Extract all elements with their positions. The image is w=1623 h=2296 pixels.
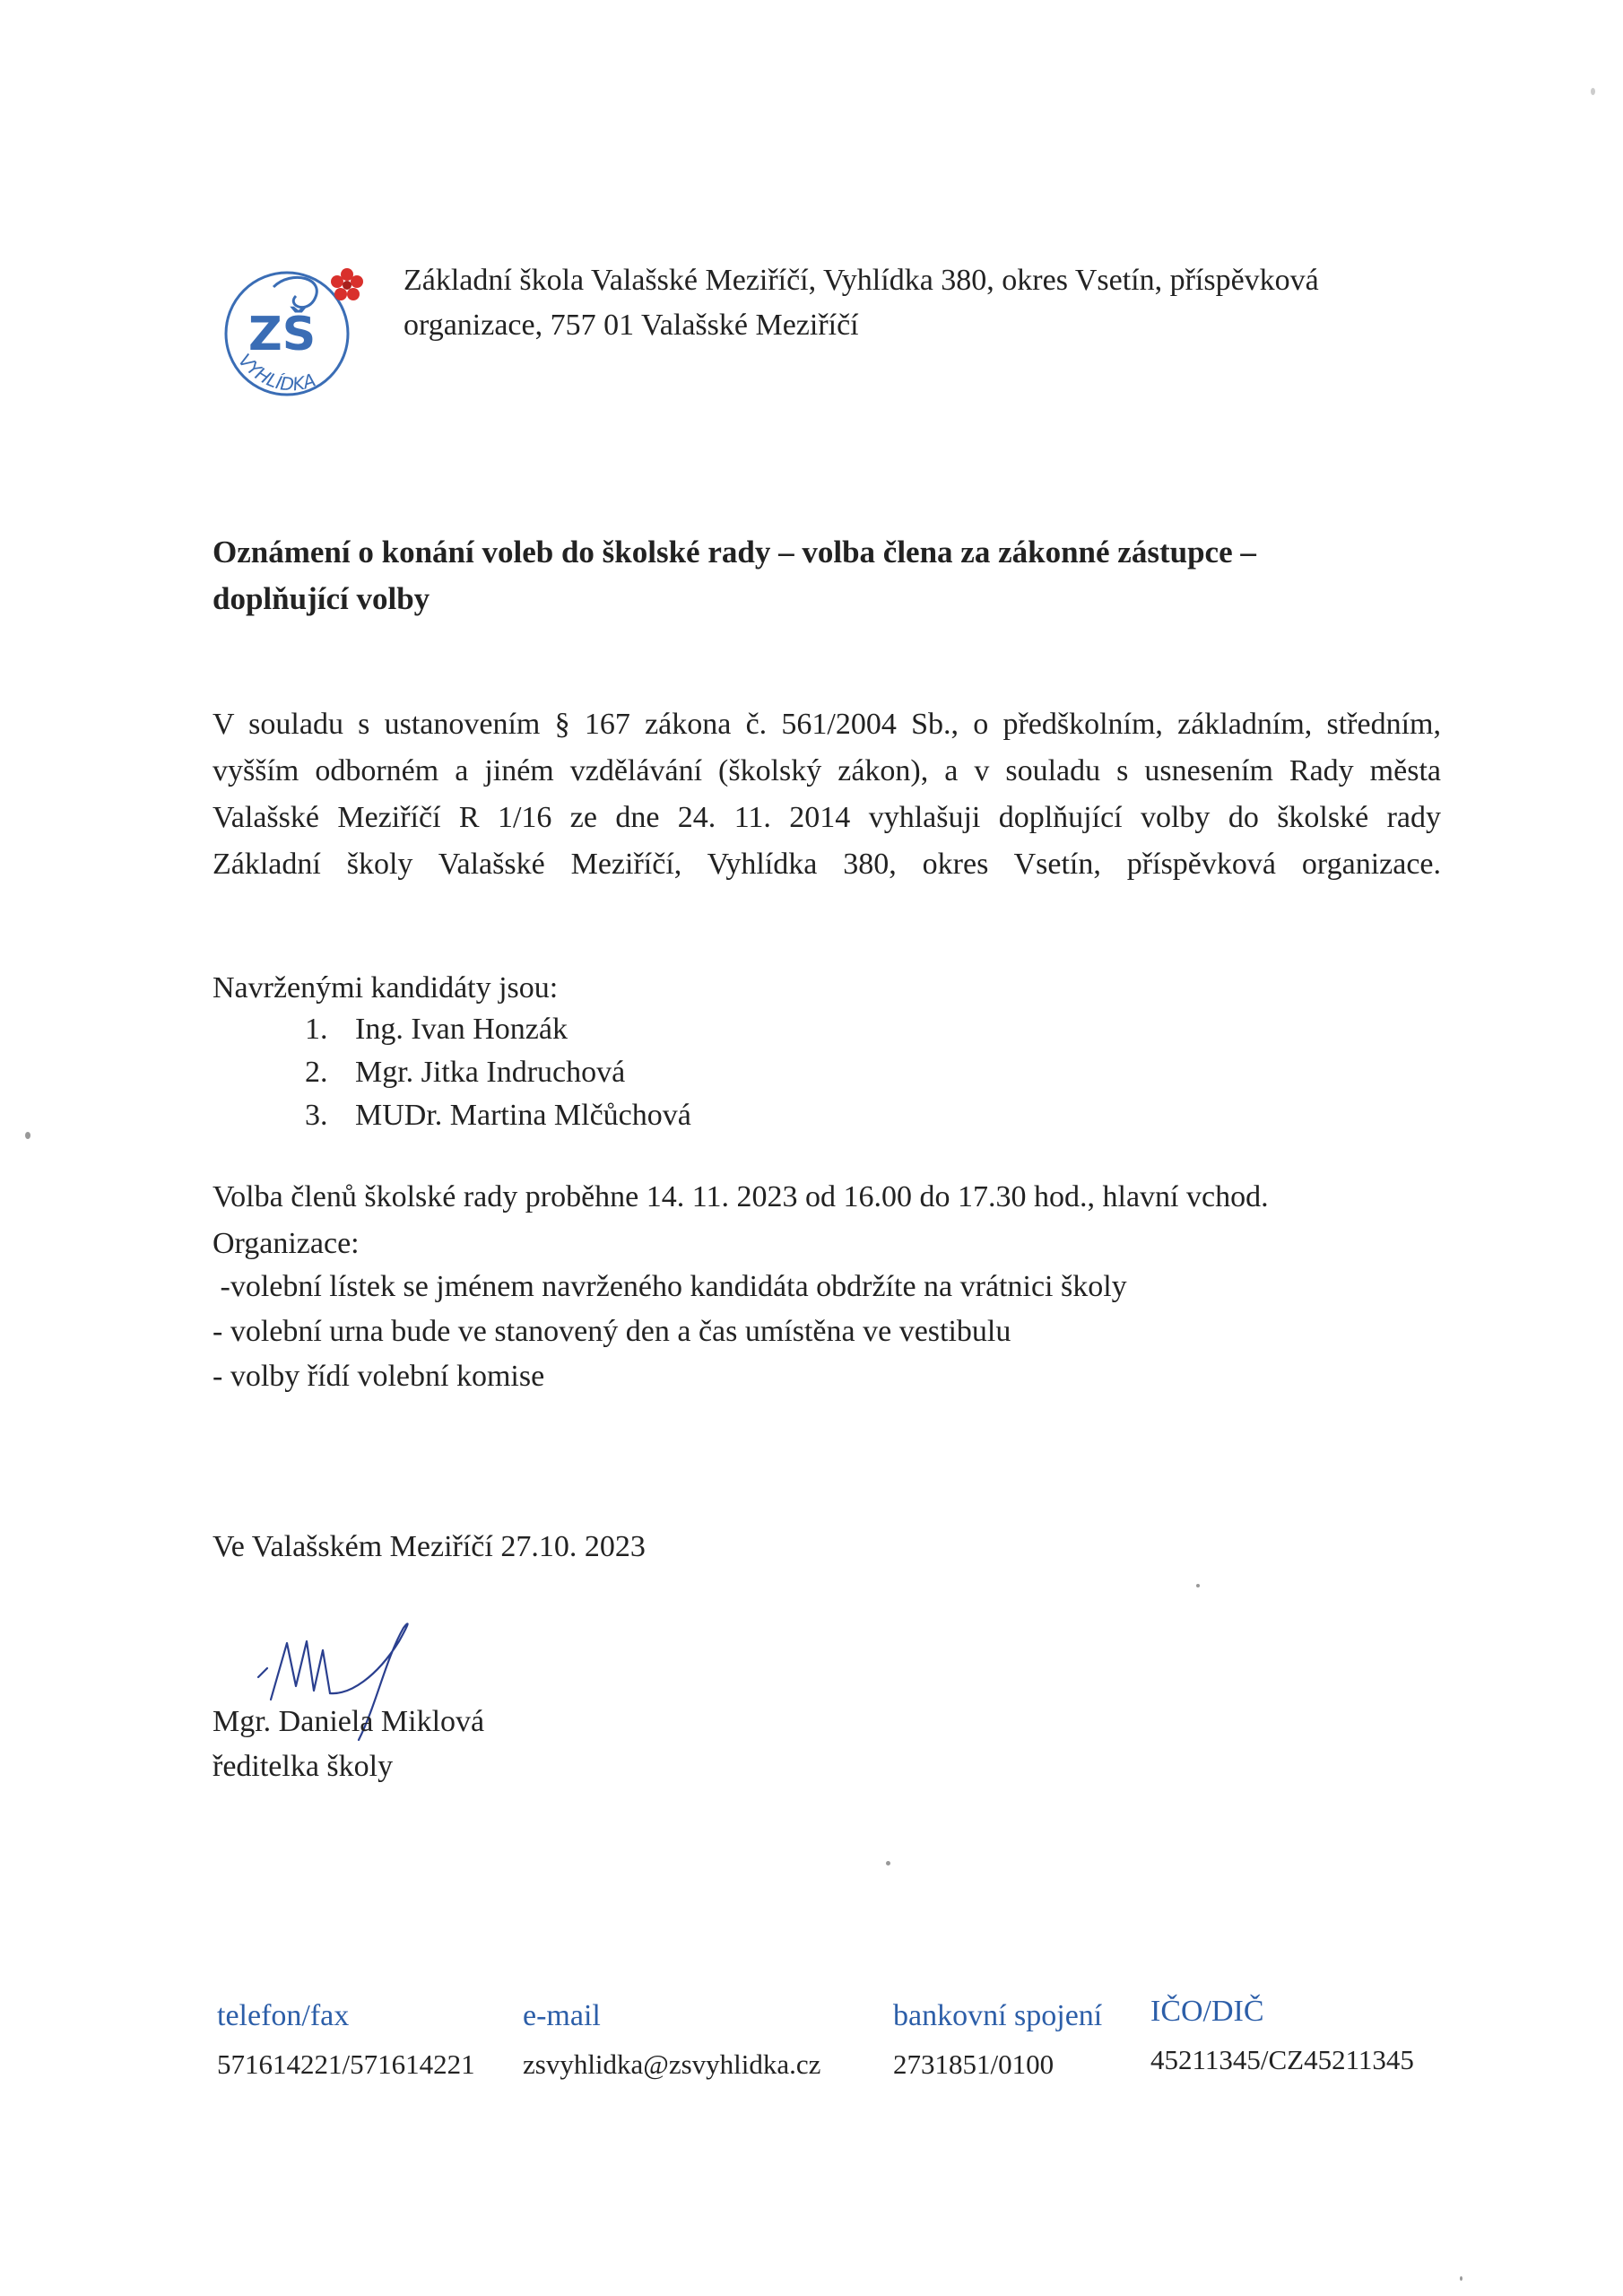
school-name-line-2: organizace, 757 01 Valašské Meziříčí xyxy=(404,309,859,342)
candidates-intro: Navrženými kandidáty jsou: xyxy=(213,971,559,1004)
intro-line-1: V souladu s ustanovením § 167 zákona č. 561/2004 Sb., o předškolním, základním, středním, xyxy=(213,708,1441,741)
candidate-number: 1. xyxy=(305,1013,328,1046)
footer-phone xyxy=(217,1996,475,2085)
email-value: zsvyhlidka@zsvyhlidka.cz xyxy=(523,2048,821,2080)
scan-speck xyxy=(1196,1584,1200,1587)
bank-value: 2731851/0100 xyxy=(893,2048,1055,2080)
organization-item: -volební lístek se jménem navrženého kandidáta obdržíte na vrátnici školy xyxy=(213,1270,1127,1303)
signer-role: ředitelka školy xyxy=(213,1750,394,1783)
intro-line-4: Základní školy Valašské Meziříčí, Vyhlídka 380, okres Vsetín, příspěvková organizace. xyxy=(213,848,1441,881)
footer-ico xyxy=(1150,1991,1414,2081)
candidate-name: Mgr. Jitka Indruchová xyxy=(355,1056,626,1089)
document-title xyxy=(213,529,1378,622)
candidate-name: Ing. Ivan Honzák xyxy=(355,1013,568,1046)
email-label: e-mail xyxy=(523,1999,601,2032)
school-name-line-1: Základní škola Valašské Meziříčí, Vyhlídka 380, okres Vsetín, příspěvková xyxy=(404,264,1319,297)
scan-speck xyxy=(1591,88,1595,95)
ico-label: IČO/DIČ xyxy=(1150,1995,1264,2028)
candidate-number: 3. xyxy=(305,1099,328,1132)
organization-label: Organizace: xyxy=(213,1227,360,1260)
footer-bank xyxy=(893,1996,1102,2085)
scan-speck xyxy=(886,1861,890,1866)
intro-line-3: Valašské Meziříčí R 1/16 ze dne 24. 11. 2014 vyhlašuji doplňující volby do školské rady xyxy=(213,801,1441,834)
bank-label: bankovní spojení xyxy=(893,1999,1103,2032)
organization-item: - volby řídí volební komise xyxy=(213,1360,545,1393)
title-line-2: doplňující volby xyxy=(213,581,430,616)
svg-text:ZŠ: ZŠ xyxy=(248,308,317,361)
svg-text:VYHLÍDKA: VYHLÍDKA xyxy=(234,349,318,396)
election-info: Volba členů školské rady proběhne 14. 11. 2023 od 16.00 do 17.30 hod., hlavní vchod. xyxy=(213,1180,1269,1213)
signer-name: Mgr. Daniela Miklová xyxy=(213,1705,485,1738)
intro-line-2: vyšším odborném a jiném vzdělávání (školský zákon), a v souladu s usnesením Rady města xyxy=(213,754,1441,787)
candidate-item xyxy=(305,1094,691,1137)
organization-item: - volební urna bude ve stanovený den a čas umístěna ve vestibulu xyxy=(213,1315,1011,1348)
candidate-number: 2. xyxy=(305,1056,328,1089)
candidate-name: MUDr. Martina Mlčůchová xyxy=(355,1099,691,1132)
phone-label: telefon/fax xyxy=(217,1999,350,2032)
candidates-list xyxy=(305,1008,691,1137)
ico-value: 45211345/CZ45211345 xyxy=(1150,2044,1414,2075)
school-logo-icon xyxy=(211,260,390,422)
candidate-item xyxy=(305,1051,691,1094)
title-line-1: Oznámení o konání voleb do školské rady – volba člena za zákonné zástupce – xyxy=(213,535,1256,570)
place-date: Ve Valašském Meziříčí 27.10. 2023 xyxy=(213,1530,646,1563)
scan-speck xyxy=(25,1132,30,1139)
intro-paragraph xyxy=(213,701,1441,888)
candidate-item xyxy=(305,1008,691,1051)
school-header xyxy=(404,258,1480,348)
scan-speck xyxy=(1460,2276,1462,2281)
phone-value: 571614221/571614221 xyxy=(217,2048,475,2080)
footer-email xyxy=(523,1996,820,2085)
organization-list xyxy=(213,1265,1127,1399)
